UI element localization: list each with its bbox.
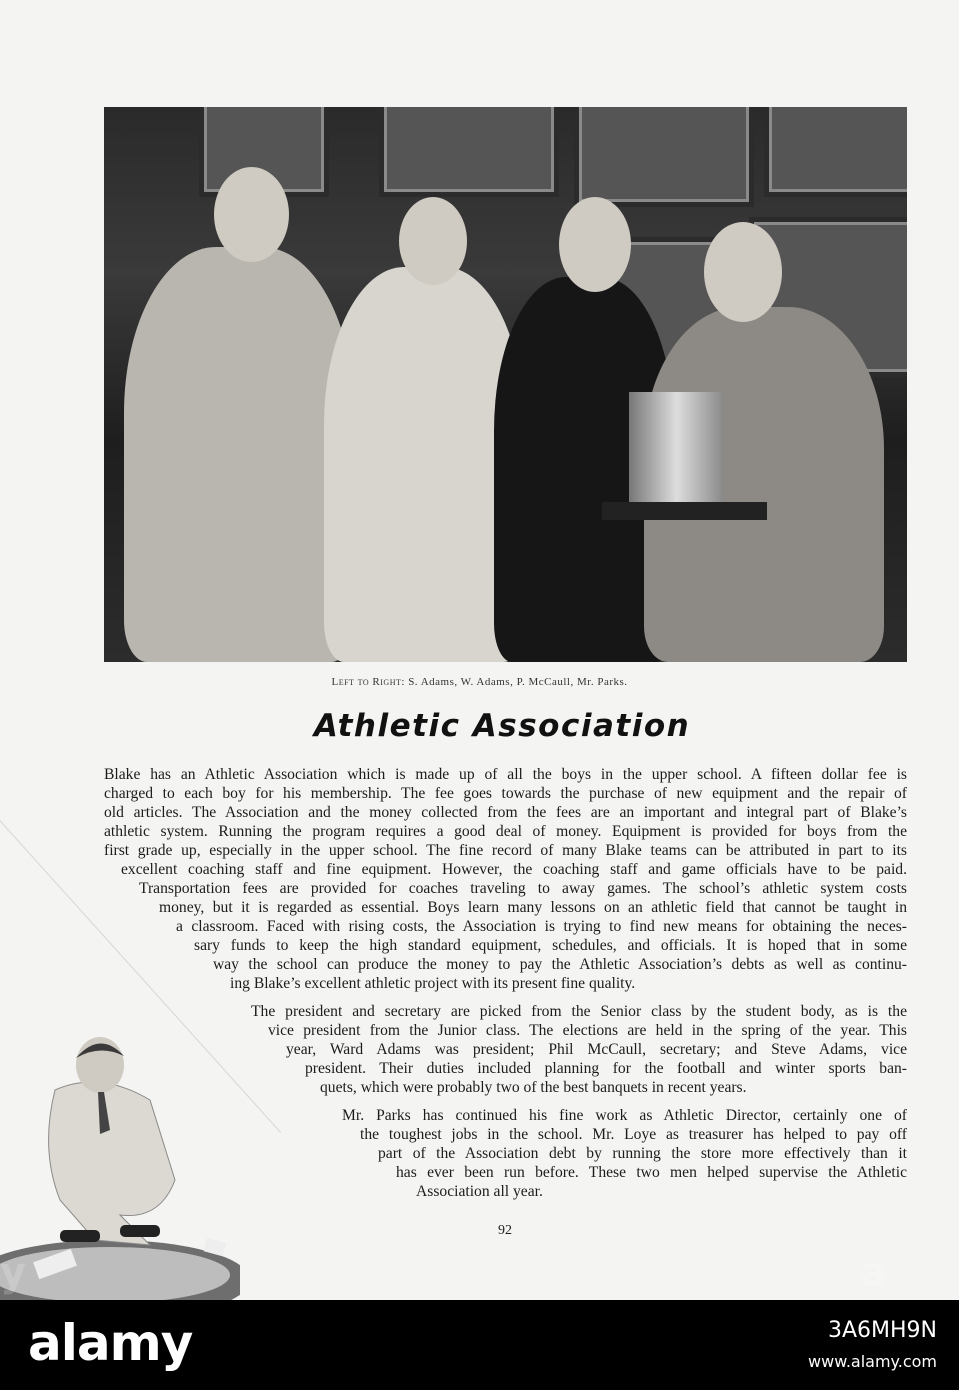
team-photo-frame [574,107,754,207]
text-line: athletic system. Running the program requires a good deal of money. Equipment is provided for boys from the [104,823,907,840]
text-line: a classroom. Faced with rising costs, the Association is trying to find new means for obtaining the neces- [176,918,907,935]
text-line: first grade up, especially in the upper school. The fine record of many Blake teams can be attributed in part to its [104,842,907,859]
photo-caption [0,676,959,688]
text-line: Mr. Parks has continued his fine work as Athletic Director, certainly one of [342,1107,907,1124]
watermark-logo-fragment: y [0,1250,27,1296]
text-line: ing Blake’s excellent athletic project with its present fine quality. [230,975,636,992]
person-s-adams [124,247,354,662]
text-line: Transportation fees are provided for coaches traveling to away games. The school’s athletic system costs [139,880,907,897]
text-line: old articles. The Association and the money collected from the fees are an important and integral part of Blake’s [104,804,907,821]
page-title: Athletic Association [313,708,691,744]
text-line: money, but it is regarded as essential. Boys learn many lessons on an athletic field that cannot be taught in [159,899,907,916]
text-line: Blake has an Athletic Association which is made up of all the boys in the upper school. A fifteen dollar fee is [104,766,907,783]
team-photo-frame [764,107,907,197]
text-line: way the school can produce the money to pay the Athletic Association’s debts as well as continu- [213,956,907,973]
text-line: The president and secretary are picked from the Senior class by the student body, as is the [251,1003,907,1020]
text-line: vice president from the Junior class. The elections are held in the spring of the year. This [268,1022,907,1039]
text-line: has ever been run before. These two men helped supervise the Athletic [396,1164,907,1181]
text-line: quets, which were probably two of the best banquets in recent years. [320,1079,747,1096]
student-cutout-photo [0,1030,240,1300]
caption-prefix: Left to Right: [331,676,405,688]
watermark-url: www.alamy.com [808,1352,937,1371]
text-line: the toughest jobs in the school. Mr. Loye as treasurer has helped to pay off [360,1126,907,1143]
text-line: president. Their duties included planning for the football and winter sports ban- [305,1060,907,1077]
alamy-logo: alamy [28,1314,193,1372]
head [704,222,782,322]
trophy [629,392,724,512]
text-line: sary funds to keep the high standard equipment, schedules, and officials. It is hoped that in some [194,937,907,954]
head [214,167,289,262]
team-photo-frame [379,107,559,197]
head [559,197,631,292]
text-line: part of the Association debt by running the store more effectively than it [378,1145,907,1162]
text-line: excellent coaching staff and fine equipment. However, the coaching staff and game officials have to be paid. [121,861,907,878]
image-id: 3A6MH9N [827,1318,937,1343]
watermark-logo-fragment: a [860,1250,887,1296]
caption-names: S. Adams, W. Adams, P. McCaull, Mr. Parks. [404,676,628,688]
head [399,197,467,285]
text-line: charged to each boy for his membership. The fee goes towards the purchase of new equipment and the repair of [104,785,907,802]
text-line: year, Ward Adams was president; Phil McCaull, secretary; and Steve Adams, vice [286,1041,907,1058]
trophy-base [602,502,767,520]
text-line: Association all year. [416,1183,543,1200]
page-number: 92 [498,1223,512,1238]
group-photo [104,107,907,662]
watermark-bar [0,1300,959,1390]
